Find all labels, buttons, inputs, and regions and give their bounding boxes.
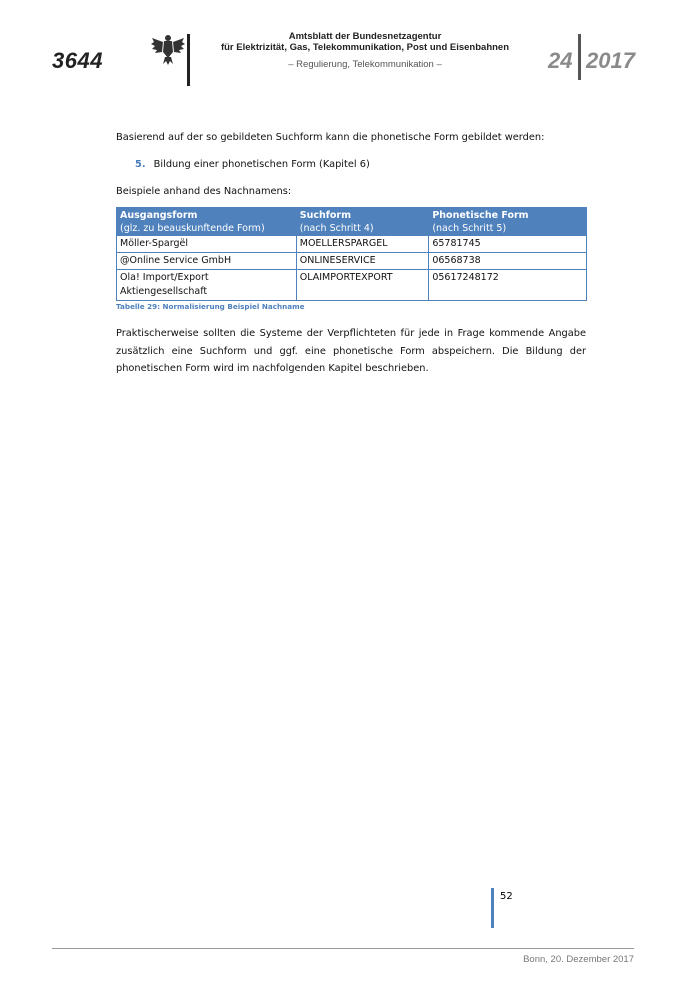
table-cell: 05617248172 (429, 270, 587, 301)
table-cell: MOELLERSPARGEL (296, 236, 429, 253)
federal-eagle-icon (150, 32, 186, 66)
table-cell: OLAIMPORTEXPORT (296, 270, 429, 301)
table-cell: Ola! Import/Export Aktiengesellschaft (117, 270, 297, 301)
list-item (135, 156, 586, 174)
table-row (117, 236, 587, 253)
header-subtitle: – Regulierung, Telekommunikation – (288, 59, 442, 70)
page-number: 3644 (52, 48, 103, 73)
table-header-row (117, 208, 587, 236)
header-title-line1: Amtsblatt der Bundesnetzagentur (288, 31, 442, 42)
table-cell: @Online Service GmbH (117, 253, 297, 270)
header-divider-left (187, 34, 190, 86)
header-title: Ausgangsform (120, 210, 198, 221)
header-title: Suchform (299, 210, 351, 221)
table-cell: Möller-Spargël (117, 236, 297, 253)
table-header-cell (296, 208, 429, 236)
table-row (117, 270, 587, 301)
normalization-table (116, 207, 587, 301)
header-divider-right (578, 34, 581, 80)
intro-paragraph: Basierend auf der so gebildeten Suchform kann die phonetische Form gebildet werden: (116, 132, 545, 143)
table-cell: ONLINESERVICE (296, 253, 429, 270)
examples-intro: Beispiele anhand des Nachnamens: (116, 186, 292, 197)
table-row (117, 253, 587, 270)
table-cell: 65781745 (429, 236, 587, 253)
issue-year: 2017 (586, 48, 635, 73)
header-title-line2: für Elektrizität, Gas, Telekommunikation, Post und Eisenbahnen (220, 42, 510, 53)
header-title: Phonetische Form (432, 210, 529, 221)
table-cell: 06568738 (429, 253, 587, 270)
footer-divider (52, 948, 634, 949)
header-subtitle: (nach Schritt 5) (432, 223, 507, 234)
footer-accent-bar (491, 888, 494, 928)
footer-date: Bonn, 20. Dezember 2017 (523, 954, 634, 965)
table-caption: Tabelle 29: Normalisierung Beispiel Nachname (116, 302, 305, 311)
header-subtitle: (glz. zu beauskunftende Form) (120, 223, 265, 234)
issue-number: 24 (548, 48, 573, 73)
main-content (116, 129, 586, 387)
table-header-cell (117, 208, 297, 236)
header-subtitle: (nach Schritt 4) (299, 223, 374, 234)
table-header-cell (429, 208, 587, 236)
list-item-text: Bildung einer phonetischen Form (Kapitel 6) (153, 159, 370, 170)
closing-paragraph: Praktischerweise sollten die Systeme der Verpflichteten für jede in Frage kommende Angabe zusätzlich eine Suchform und ggf. eine phonetische Form abspeichern. Die Bildung der phonetischen Form wird im nachfolgenden Kapitel beschrieben. (116, 328, 586, 374)
footer-page-number: 52 (500, 891, 513, 902)
list-item-number: 5. (135, 159, 146, 170)
header-title-block (200, 31, 530, 70)
